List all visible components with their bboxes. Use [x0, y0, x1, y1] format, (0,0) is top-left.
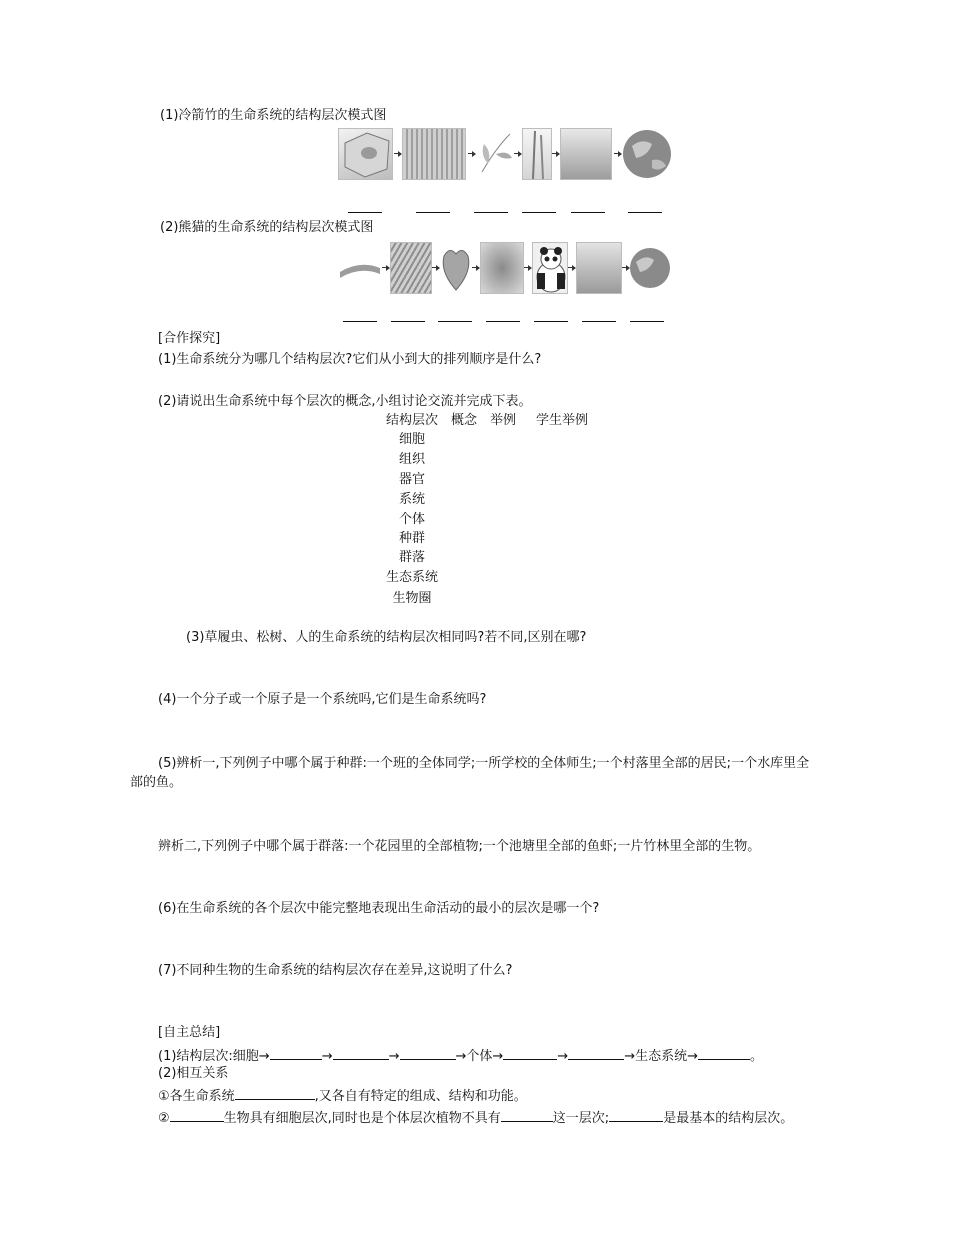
fill-blank-tissue[interactable] — [270, 1045, 322, 1060]
arrow-text: → — [557, 1049, 569, 1064]
arrow-icon — [622, 264, 630, 272]
table-row-system: 系统 — [398, 492, 425, 507]
answer-blank-5[interactable] — [571, 212, 605, 213]
summary-l1-end: 。 — [750, 1049, 764, 1064]
answer-blank-4[interactable] — [522, 212, 556, 213]
question-1: (1)生命系统分为哪几个结构层次?它们从小到大的排列顺序是什么? — [158, 352, 542, 367]
fill-blank-unicellular[interactable] — [170, 1107, 224, 1122]
table-header-student-example: 学生举例 — [536, 413, 589, 428]
panda-icon — [532, 242, 568, 294]
answer-blank-9[interactable] — [438, 321, 472, 322]
summary-l3-suffix: ,又各自有特定的组成、结构和功能。 — [314, 1089, 527, 1104]
bamboo-forest-icon — [560, 128, 612, 180]
table-header-level: 结构层次 — [386, 413, 439, 428]
summary-line-2: (2)相互关系 — [158, 1066, 229, 1081]
muscle-tissue-icon — [390, 242, 432, 294]
earth-icon — [622, 128, 672, 180]
arrow-icon — [382, 264, 390, 272]
table-header-concept: 概念 — [451, 413, 478, 428]
question-5-line-1: (5)辨析一,下列例子中哪个属于种群:一个班的全体同学;一所学校的全体师生;一个村落里全部的居民;一个水库里全 — [158, 756, 810, 771]
summary-l4-mid1: 生物具有细胞层次,同时也是个体层次植物不具有 — [223, 1111, 501, 1126]
fill-blank-population[interactable] — [503, 1045, 557, 1060]
summary-l4-end: 是最基本的结构层次。 — [663, 1111, 794, 1126]
heart-icon — [440, 242, 472, 294]
table-row-organ: 器官 — [398, 472, 425, 487]
summary-l1-eco: →生态系统→ — [624, 1049, 698, 1064]
question-7: (7)不同种生物的生命系统的结构层次存在差异,这说明了什么? — [158, 963, 513, 978]
table-row-community: 群落 — [398, 550, 425, 565]
leaf-tissue-icon — [402, 128, 466, 180]
summary-l1-individual: →个体→ — [455, 1049, 504, 1064]
table-row-individual: 个体 — [398, 512, 425, 527]
figure-2-images — [338, 242, 673, 294]
answer-blank-13[interactable] — [630, 321, 664, 322]
table-row-population: 种群 — [398, 531, 425, 546]
arrow-text: → — [388, 1049, 400, 1064]
answer-blank-11[interactable] — [534, 321, 568, 322]
section-heading-summary: [自主总结] — [158, 1025, 221, 1040]
summary-l4-prefix: ② — [158, 1111, 170, 1126]
summary-line-3 — [158, 1085, 527, 1106]
answer-blank-7[interactable] — [343, 321, 377, 322]
question-2: (2)请说出生命系统中每个层次的概念,小组讨论交流并完成下表。 — [158, 394, 532, 409]
figure-1-images — [338, 128, 673, 180]
plant-cell-icon — [338, 128, 393, 180]
answer-blank-10[interactable] — [486, 321, 520, 322]
bamboo-leaf-icon — [478, 128, 514, 180]
circulatory-system-icon — [480, 242, 524, 294]
table-row-tissue: 组织 — [398, 452, 425, 467]
question-4: (4)一个分子或一个原子是一个系统吗,它们是生命系统吗? — [158, 692, 487, 707]
answer-blank-1[interactable] — [348, 212, 382, 213]
summary-l1-prefix: (1)结构层次:细胞→ — [158, 1049, 270, 1064]
summary-l4-mid2: 这一层次; — [552, 1111, 610, 1126]
question-3: (3)草履虫、松树、人的生命系统的结构层次相同吗?若不同,区别在哪? — [186, 630, 587, 645]
fill-blank-system[interactable] — [400, 1045, 456, 1060]
summary-l3-prefix: ①各生命系统 — [158, 1089, 235, 1104]
arrow-icon — [472, 264, 480, 272]
table-row-biosphere: 生物圈 — [392, 591, 432, 606]
panda-habitat-icon — [576, 242, 622, 294]
section-heading-cooperative: [合作探究] — [158, 331, 221, 346]
arrow-icon — [568, 264, 576, 272]
table-header-example: 举例 — [490, 413, 517, 428]
answer-blank-12[interactable] — [582, 321, 616, 322]
arrow-icon — [432, 264, 440, 272]
fill-blank-biosphere[interactable] — [698, 1045, 750, 1060]
table-row-cell: 细胞 — [398, 432, 425, 447]
muscle-cell-icon — [338, 242, 382, 294]
figure-1-caption: (1)冷箭竹的生命系统的结构层次模式图 — [160, 108, 387, 123]
arrow-icon — [468, 150, 476, 158]
table-row-ecosystem: 生态系统 — [385, 570, 438, 585]
question-5-line-2: 部的鱼。 — [130, 775, 183, 790]
fill-blank-system-level[interactable] — [501, 1107, 553, 1122]
fill-blank-organ[interactable] — [333, 1045, 389, 1060]
fill-blank-relation[interactable] — [235, 1085, 315, 1100]
answer-blank-8[interactable] — [391, 321, 425, 322]
arrow-icon — [552, 150, 560, 158]
fill-blank-basic-level[interactable] — [609, 1107, 663, 1122]
answer-blank-6[interactable] — [628, 212, 662, 213]
arrow-icon — [394, 150, 402, 158]
earth-icon — [630, 242, 670, 294]
bamboo-plant-icon — [522, 128, 552, 180]
summary-line-4 — [158, 1107, 793, 1128]
question-6: (6)在生命系统的各个层次中能完整地表现出生命活动的最小的层次是哪一个? — [158, 901, 600, 916]
answer-blank-3[interactable] — [474, 212, 508, 213]
arrow-icon — [514, 150, 522, 158]
question-5-part-2: 辨析二,下列例子中哪个属于群落:一个花园里的全部植物;一个池塘里全部的鱼虾;一片竹林里全部的生物。 — [158, 839, 761, 854]
answer-blank-2[interactable] — [416, 212, 450, 213]
figure-2-caption: (2)熊猫的生命系统的结构层次模式图 — [160, 220, 374, 235]
arrow-icon — [524, 264, 532, 272]
arrow-icon — [614, 150, 622, 158]
fill-blank-community[interactable] — [568, 1045, 624, 1060]
summary-line-1 — [158, 1045, 763, 1066]
arrow-text: → — [321, 1049, 333, 1064]
